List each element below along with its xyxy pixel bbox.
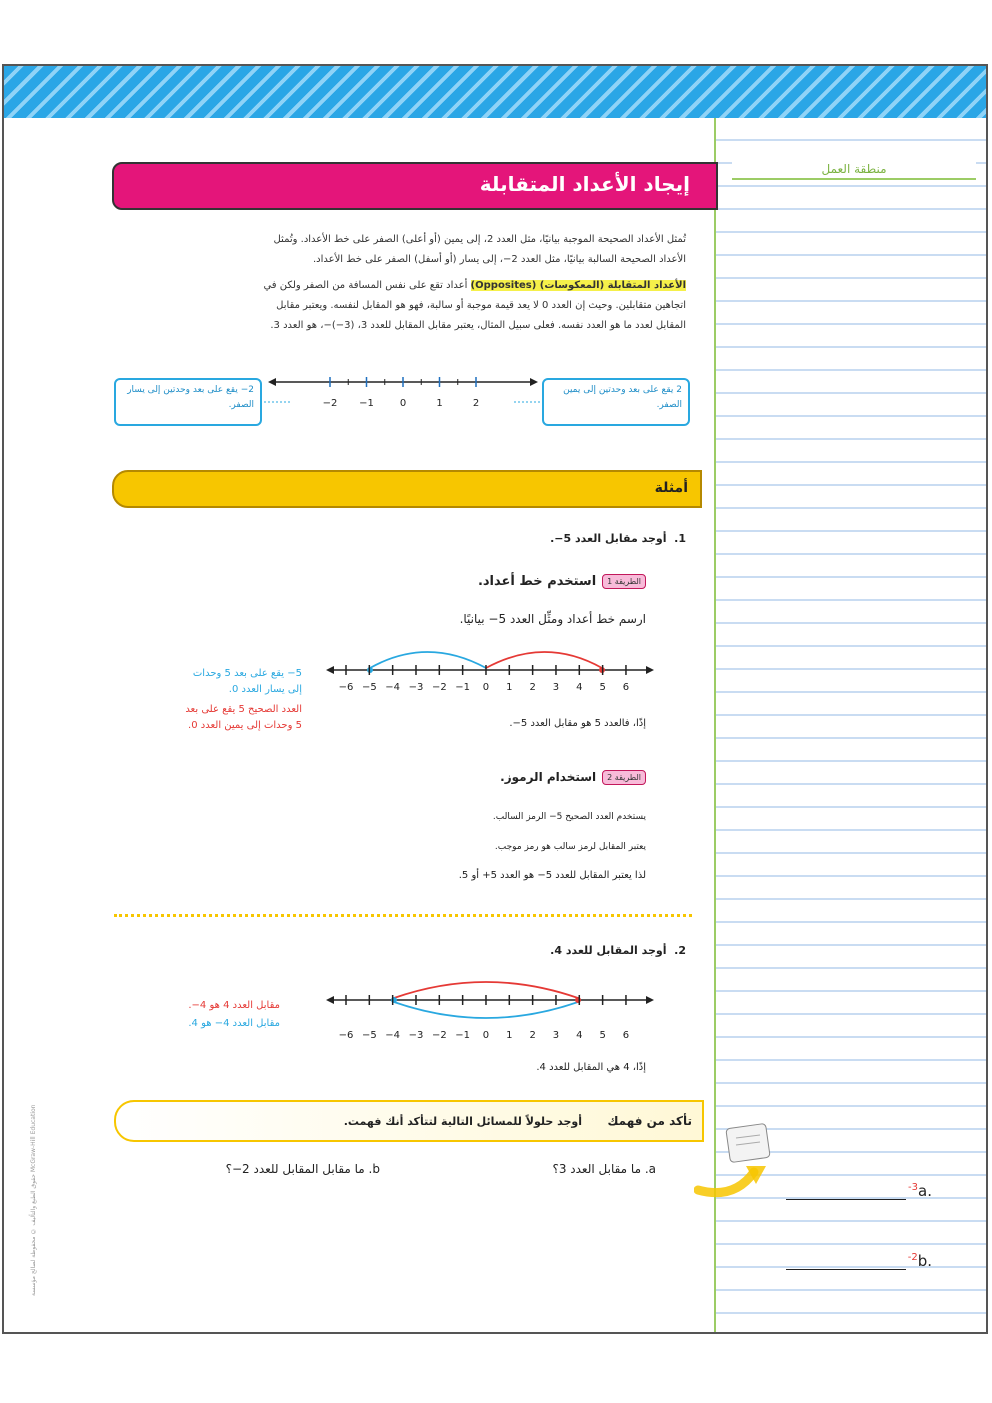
example2-prompt — [550, 944, 686, 957]
question-a: a. ما مقابل العدد 3؟ — [552, 1162, 656, 1176]
tick-label: 2 — [529, 1030, 536, 1041]
answer-line[interactable] — [786, 1199, 906, 1200]
examples-bar — [112, 470, 702, 508]
intro-line: تُمثل الأعداد الصحيحة الموجبة بيانيًا، مثل العدد 2، إلى يمين (أو أعلى) الصفر على خط الأعداد. وتُمثل — [273, 234, 686, 245]
tick-label: 6 — [622, 1030, 630, 1041]
arc-left — [370, 652, 486, 668]
note-red-2: مقابل العدد 4 هو 4−. — [188, 1000, 280, 1011]
note-line: 5− يقع على بعد 5 وحدات — [192, 668, 302, 679]
tick-label: 0 — [482, 682, 490, 693]
method-badge: الطريقة 2 — [602, 770, 646, 785]
tick-label: −1 — [455, 1030, 471, 1041]
tick-label: −3 — [408, 682, 424, 693]
tick-label: 2 — [529, 682, 536, 693]
tick-label: 1 — [436, 398, 443, 409]
number-line-example1 — [322, 638, 658, 700]
tick-label: −5 — [361, 1030, 377, 1041]
key-term: الأعداد المتقابلة (المعكوسات) (Opposites) — [470, 280, 686, 291]
question-b: b. ما مقابل المقابل للعدد 2−؟ — [225, 1162, 380, 1176]
tick-label: 4 — [576, 1030, 583, 1041]
tick-label: −6 — [338, 682, 354, 693]
tick-label: 5 — [599, 1030, 606, 1041]
tick-label: −2 — [431, 1030, 447, 1041]
examples-title: أمثلة — [654, 480, 688, 496]
tick-label: −5 — [361, 682, 377, 693]
intro-line: الأعداد الصحيحة السالبة بيانيًا، مثل العدد 2−، إلى يسار (أو أسفل) الصفر على خط الأعداد. — [312, 254, 686, 265]
intro-paragraph — [96, 230, 686, 336]
definition-text: اتجاهين متقابلين. وحيث إن العدد 0 لا يعد قيمة موجبة أو سالبة، فهو هو المقابل لنفسه. ويعتبر مقابل — [276, 300, 686, 311]
note-line: إلى يسار العدد 0. — [228, 684, 302, 695]
answer-b[interactable] — [786, 1252, 932, 1270]
note-blue-2: مقابل العدد 4− هو 4. — [188, 1018, 280, 1029]
tick-label: −2 — [322, 398, 338, 409]
method-badge: الطريقة 1 — [602, 574, 646, 589]
note-line: 5 وحدات إلى يمين العدد 0. — [188, 720, 302, 731]
tick-label: −1 — [455, 682, 471, 693]
check-understanding-bar — [114, 1100, 704, 1142]
method2-step2: يعتبر المقابل لرمز سالب هو رمز موجب. — [494, 842, 646, 852]
callout-right: 2 يقع على بعد وحدتين إلى يمين الصفر. — [542, 378, 690, 426]
point-minus-4 — [391, 997, 397, 1003]
point-4 — [575, 997, 581, 1003]
tick-label: 5 — [599, 682, 606, 693]
number-line-example2 — [322, 970, 658, 1048]
method-title: استخدم خط أعداد. — [477, 574, 597, 589]
small-number-line — [262, 366, 542, 416]
tick-label: −4 — [385, 682, 401, 693]
answer-b-label: b. — [917, 1252, 932, 1270]
method2-step3: لذا يعتبر المقابل للعدد 5− هو العدد 5+ أو 5. — [458, 870, 646, 881]
tick-label: −2 — [431, 682, 447, 693]
answer-line[interactable] — [786, 1269, 906, 1270]
lesson-header — [112, 162, 718, 210]
answer-a-hint: -3 — [908, 1182, 919, 1193]
tick-label: 3 — [552, 1030, 560, 1041]
definition-text: المقابل لعدد ما هو العدد نفسه. فعلى سبيل المثال، يعتبر مقابل المقابل للعدد 3، (3−)−، هو العدد 3. — [270, 320, 686, 331]
method1-heading — [478, 574, 646, 589]
tick-label: −3 — [408, 1030, 424, 1041]
method2-step1: يستخدم العدد الصحيح 5− الرمز السالب. — [492, 812, 646, 822]
answer-a-label: a. — [918, 1182, 932, 1200]
tick-label: 3 — [552, 682, 560, 693]
example-prompt: أوجد مقابل العدد 5−. — [550, 532, 667, 545]
tick-label: 0 — [482, 1030, 490, 1041]
tick-label: 1 — [506, 682, 513, 693]
tick-label: −6 — [338, 1030, 354, 1041]
page-title: إيجاد الأعداد المتقابلة — [479, 172, 690, 196]
answer-b-hint: -2 — [907, 1252, 918, 1263]
tick-label: 2 — [472, 398, 480, 409]
example-number: 1. — [674, 532, 686, 545]
example1-prompt — [550, 532, 686, 545]
tick-label: 0 — [399, 398, 407, 409]
tick-label: 6 — [622, 682, 630, 693]
arrow-to-work-zone-icon — [694, 1120, 784, 1210]
work-zone-title: منطقة العمل — [732, 162, 976, 180]
answer-a[interactable] — [786, 1182, 932, 1200]
section-divider — [114, 914, 692, 917]
example1-conclusion: إذًا، فالعدد 5 هو مقابل العدد 5−. — [509, 718, 646, 729]
tick-label: 1 — [506, 1030, 513, 1041]
definition-text: أعداد تقع على نفس المسافة من الصفر ولكن في — [263, 280, 468, 291]
callout-left: 2− يقع على بعد وحدتين إلى يسار الصفر. — [114, 378, 262, 426]
method-title: استخدام الرموز. — [500, 770, 597, 784]
method1-text: ارسم خط أعداد ومثِّل العدد 5− بيانيًا. — [459, 612, 646, 626]
method2-heading — [500, 770, 646, 785]
tick-label: 4 — [576, 682, 583, 693]
example-prompt: أوجد المقابل للعدد 4. — [550, 944, 667, 957]
note-line: العدد الصحيح 5 يقع على بعد — [185, 704, 302, 715]
decorative-top-band — [4, 66, 986, 118]
arc-right — [486, 652, 602, 668]
tick-label: −1 — [359, 398, 374, 409]
workbook-page — [2, 64, 988, 1334]
note-red-1 — [102, 702, 302, 734]
example2-conclusion: إذًا، 4 هي المقابل للعدد 4. — [536, 1062, 646, 1073]
check-label: تأكد من فهمك — [607, 1114, 692, 1128]
tick-label: −4 — [385, 1030, 401, 1041]
example-number: 2. — [674, 944, 686, 957]
check-instruction: أوجد حلولاً للمسائل التالية لتتأكد أنك فهمت. — [343, 1115, 582, 1128]
copyright-side-text: حقوق الطبع والتأليف © محفوظة لصالح مؤسسة McGraw-Hill Education — [30, 1104, 37, 1296]
note-blue-1 — [102, 666, 302, 698]
